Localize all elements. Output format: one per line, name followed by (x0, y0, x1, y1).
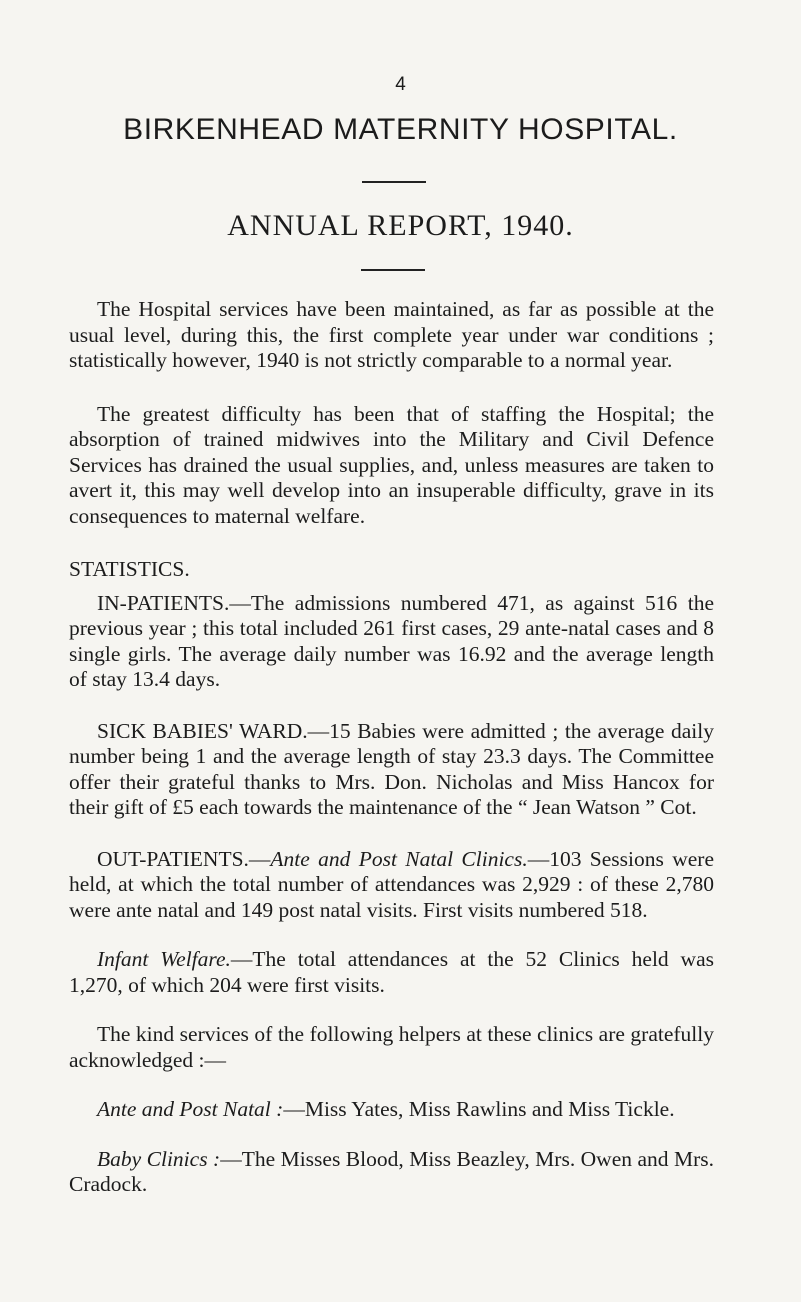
out-patients-paragraph (69, 847, 714, 924)
intro-paragraph: The Hospital services have been maintained, as far as possible at the usual level, during this, the first complete year under war conditions ; statistically however, 1940 is not strictly comparable to a normal year. (69, 297, 714, 372)
divider-rule (362, 181, 426, 183)
page-number: 4 (395, 74, 406, 95)
statistics-heading: STATISTICS. (69, 557, 190, 581)
ante-post-heading: Ante and Post Natal : (97, 1097, 284, 1121)
ante-post-paragraph (69, 1097, 714, 1123)
infant-welfare-paragraph (69, 947, 714, 998)
infant-welfare-text: —The total attendances at the 52 Clinics held was 1,270, of which 204 were first visits. (69, 947, 714, 997)
report-subtitle: ANNUAL REPORT, 1940. (227, 209, 574, 242)
clinics-heading: Ante and Post Natal Clinics. (270, 846, 528, 871)
sick-babies-paragraph: SICK BABIES' WARD.—15 Babies were admitted ; the average daily number being 1 and the average length of stay 23.3 days. The Committee offer their grateful thanks to Mrs. Don. Nicholas and Miss Hancox for their gift of £5 each towards the maintenance of the “ Jean Watson ” Cot. (69, 718, 714, 819)
divider-rule (361, 269, 425, 271)
infant-welfare-heading: Infant Welfare. (97, 947, 231, 971)
in-patients-paragraph: IN-PATIENTS.—The admissions numbered 471, as against 516 the previous year ; this total included 261 first cases, 29 ante-natal cases and 8 single girls. The average daily number was 16.92 and the average length of stay 13.4 days. (69, 590, 714, 691)
baby-clinics-paragraph (69, 1147, 714, 1198)
ante-post-text: —Miss Yates, Miss Rawlins and Miss Tickle. (283, 1097, 675, 1121)
out-patients-lead: OUT-PATIENTS.— (97, 846, 271, 871)
helpers-paragraph: The kind services of the following helpers at these clinics are gratefully acknowledged :— (69, 1022, 714, 1072)
baby-clinics-heading: Baby Clinics : (97, 1146, 221, 1171)
staffing-paragraph: The greatest difficulty has been that of staffing the Hospital; the absorption of trained midwives into the Military and Civil Defence Services has drained the usual supplies, and, unless measures are taken to avert it, this may well develop into an insuperable difficulty, grave in its consequences to maternal welfare. (69, 401, 714, 528)
page-title: BIRKENHEAD MATERNITY HOSPITAL. (123, 113, 678, 146)
out-patients-text: —103 Sessions were held, at which the total number of attendances was 2,929 : of these 2,780 were ante natal and 149 post natal visits. First visits numbered 518. (69, 846, 714, 922)
baby-clinics-text: —The Misses Blood, Miss Beazley, Mrs. Owen and Mrs. Cradock. (69, 1146, 715, 1196)
report-body (69, 297, 714, 1198)
